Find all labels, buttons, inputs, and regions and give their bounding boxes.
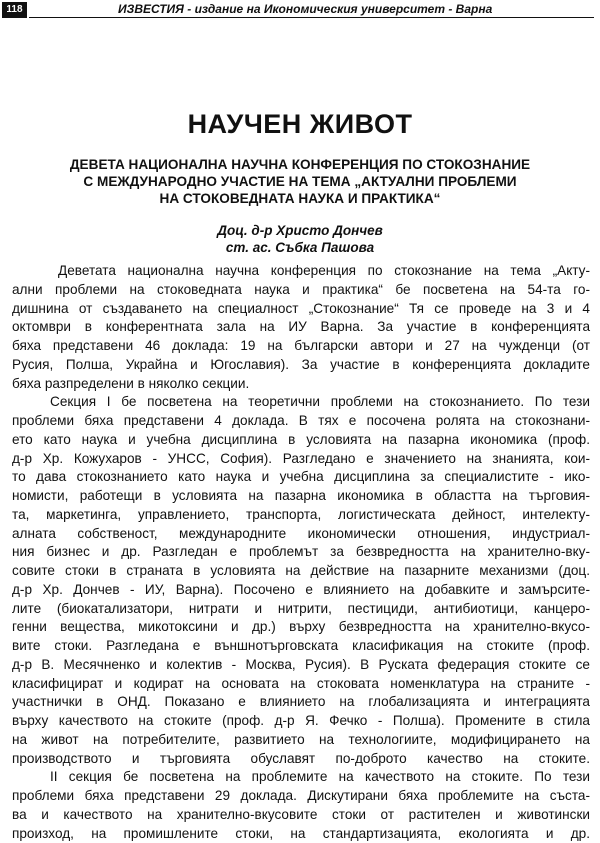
text-line: участнички в ОНД. Показано е влиянието на глобализацията и интеграцията [12,693,590,712]
text-line: д-р Хр. Дончев - ИУ, Варна). Посочено е влиянието на добавките и замърсите- [12,581,590,600]
text-line: лите (биокатализатори, нитрати и нитрити, пестициди, антибиотици, канцеро- [12,600,590,619]
conference-title-line: С МЕЖДУНАРОДНО УЧАСТИЕ НА ТЕМА „АКТУАЛНИ ПРОБЛЕМИ [40,173,560,190]
text-line: генни вещества, микотоксини и др.) върху безвредността на хранително-вкусо- [12,618,590,637]
text-line: д-р В. Месячненко и колектив - Москва, Русия). В Руската федерация стоките се [12,656,590,675]
text-line: ални проблеми на стоковедната наука и практика“ бе посветена на 54-та го- [12,281,590,300]
text-line: д-р Хр. Кожухаров - УНСС, София). Разгледано е значението на знанията, кои- [12,450,590,469]
text-line: на живот на потребителите, развитието на технологиите, модифицирането на [12,731,590,750]
text-line: алната собственост, международните икономически отношения, индустриал- [12,525,590,544]
conference-title [40,156,560,207]
page-number: 118 [2,2,27,18]
text-line: то дава стокознанието като наука и учебна дисциплина за специалистите - ико- [12,468,590,487]
text-line: произход, на промишлените стоки, на стандартизацията, екологията и др. [12,825,590,843]
text-line: производството и търговията обуславят по-доброто качество на стоките. [12,750,590,769]
text-line: класифицират и кодират на основата на стоковата номенклатура на страните - [12,675,590,694]
text-line: бяха представени 46 доклада: 19 на български автори и 27 на чужденци (от [12,337,590,356]
author-1: Доц. д-р Христо Дончев [0,222,600,239]
text-line: ето като наука и учебна дисциплина в условията на пазарна икономика (проф. [12,431,590,450]
text-line: Секция I бе посветена на теоретични проблеми на стокознанието. По тези [12,393,590,412]
section-title: НАУЧЕН ЖИВОТ [0,108,600,140]
text-line: проблеми бяха представени 4 доклада. В тях е посочена ролята на стокознани- [12,412,590,431]
page-header [0,0,600,20]
text-line: вите стоки. Разгледана е външнотърговската класификация на стоките (проф. [12,637,590,656]
text-line: Русия, Полша, Украйна и Югославия). За участие в конференцията докладите [12,356,590,375]
conference-title-line: ДЕВЕТА НАЦИОНАЛНА НАУЧНА КОНФЕРЕНЦИЯ ПО СТОКОЗНАНИЕ [40,156,560,173]
conference-title-line: НА СТОКОВЕДНАТА НАУКА И ПРАКТИКА“ [40,190,560,207]
text-line: върху качеството на стоките (проф. д-р Я. Фечко - Полша). Промените в стила [12,712,590,731]
text-line: дишнина от създаването на специалност „Стокознание“ Тя се проведе на 3 и 4 [12,300,590,319]
text-line: ва и качеството на хранително-вкусовите стоки от растителен и животински [12,806,590,825]
text-line: номисти, работещи в условията на пазарна икономика в областта на търговия- [12,487,590,506]
text-line: бяха разпределени в няколко секции. [12,375,590,394]
text-line: Деветата национална научна конференция по стокознание на тема „Акту- [12,262,590,281]
text-line: проблеми бяха представени 29 доклада. Дискутирани бяха проблемите на съста- [12,787,590,806]
header-rule [29,17,594,18]
author-2: ст. ас. Събка Пашова [0,239,600,256]
article-body [12,262,590,843]
text-line: та, маркетинга, управлението, транспорта, логистическата дейност, интелекту- [12,506,590,525]
text-line: ния бизнес и др. Разгледан е проблемът за безвредността на хранително-вку- [12,543,590,562]
running-head: ИЗВЕСТИЯ - издание на Икономическия университет - Варна [118,2,492,16]
text-line: II секция бе посветена на проблемите на качеството на стоките. По тези [12,768,590,787]
authors [0,222,600,256]
text-line: октомври в конферентната зала на ИУ Варна. За участие в конференцията [12,318,590,337]
text-line: совите стоки в страната в условията на действие на пазарните механизми (доц. [12,562,590,581]
